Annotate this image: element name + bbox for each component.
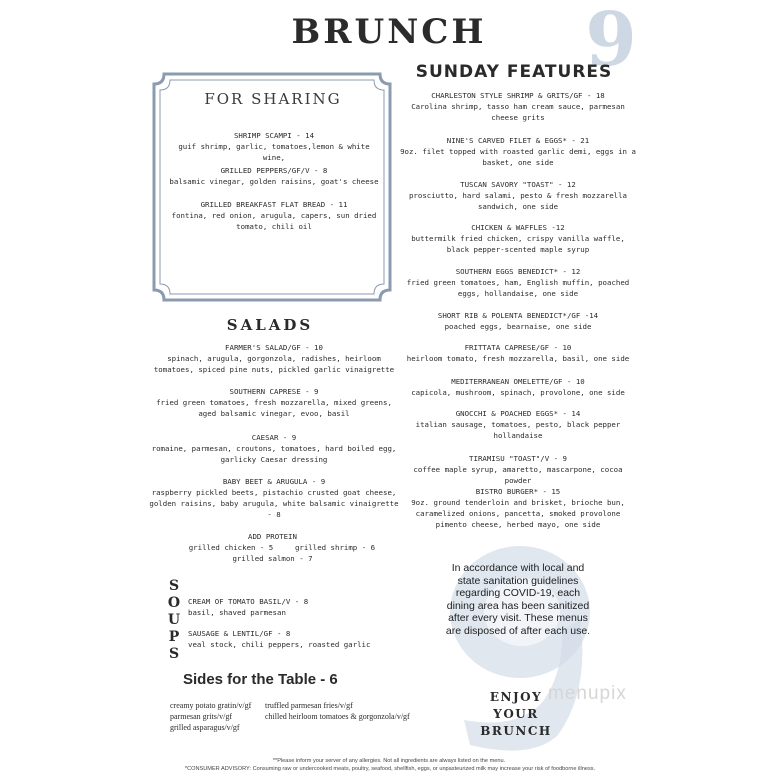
item-description: Carolina shrimp, tasso ham cream sauce, parmesan cheese grits bbox=[411, 102, 625, 122]
add-protein-heading: ADD PROTEIN bbox=[248, 532, 297, 541]
item-name: FARMER'S SALAD/GF - 10 bbox=[225, 343, 323, 352]
item-description: prosciutto, hard salami, pesto & fresh mozzarella sandwich, one side bbox=[408, 191, 628, 211]
item-name: GRILLED BREAKFAST FLAT BREAD - 11 bbox=[200, 200, 348, 209]
item-name: GNOCCHI & POACHED EGGS* - 14 bbox=[455, 409, 581, 418]
salads-heading: SALADS bbox=[226, 316, 314, 334]
menu-item bbox=[398, 376, 638, 398]
item-name: CHARLESTON STYLE SHRIMP & GRITS/GF - 18 bbox=[431, 91, 605, 100]
menu-item bbox=[148, 432, 400, 465]
item-name: TUSCAN SAVORY "TOAST" - 12 bbox=[460, 180, 576, 189]
consumer-advisory: *CONSUMER ADVISORY: Consuming raw or undercooked meats, poultry, seafood, shellfish, eggs, or unpasteurized milk may increase your risk of foodborne illness. bbox=[184, 766, 596, 772]
sides-heading: Sides for the Table - 6 bbox=[183, 671, 338, 688]
sides-column-1 bbox=[170, 700, 265, 733]
menupix-watermark: menupix bbox=[548, 683, 627, 704]
allergy-note: **Please inform your server of any allergies. Not all ingredients are always listed on the menu. bbox=[272, 758, 506, 764]
enjoy-line-1: ENJOY bbox=[489, 690, 543, 704]
side-item: truffled parmesan fries/v/gf bbox=[265, 701, 353, 710]
menu-item bbox=[148, 386, 400, 419]
side-item: grilled asparagus/v/gf bbox=[170, 723, 240, 732]
soups-letter: S bbox=[168, 578, 180, 594]
sunday-features-heading: SUNDAY FEATURES bbox=[415, 62, 613, 82]
for-sharing-heading: FOR SHARING bbox=[204, 90, 342, 108]
menu-item bbox=[398, 310, 638, 332]
sharing-item bbox=[165, 165, 383, 187]
item-description: fried green tomatoes, ham, English muffin, poached eggs, hollandaise, one side bbox=[406, 278, 630, 298]
item-name: CAESAR - 9 bbox=[251, 433, 297, 442]
item-name: SHORT RIB & POLENTA BENEDICT*/GF -14 bbox=[437, 311, 599, 320]
sharing-item bbox=[165, 199, 383, 232]
menu-item bbox=[398, 486, 638, 530]
side-item: creamy potato gratin/v/gf bbox=[170, 701, 252, 710]
item-name: GRILLED PEPPERS/GF/V - 8 bbox=[220, 166, 328, 175]
item-name: CHICKEN & WAFFLES -12 bbox=[471, 223, 565, 232]
item-description: capicola, mushroom, spinach, provolone, one side bbox=[411, 388, 625, 397]
menu-item bbox=[398, 453, 638, 486]
menu-item bbox=[148, 342, 400, 375]
menu-item bbox=[398, 342, 638, 364]
item-name: SAUSAGE & LENTIL/GF - 8 bbox=[188, 629, 291, 638]
menu-item bbox=[148, 476, 400, 520]
item-name: NINE'S CARVED FILET & EGGS* - 21 bbox=[446, 136, 590, 145]
item-description: fried green tomatoes, fresh mozzarella, mixed greens, aged balsamic vinegar, evoo, basil bbox=[156, 398, 392, 418]
side-item: parmesan grits/v/gf bbox=[170, 712, 232, 721]
menu-item bbox=[188, 596, 388, 618]
item-description: buttermilk fried chicken, crispy vanilla waffle, black pepper-scented maple syrup bbox=[411, 234, 625, 254]
item-description: 9oz. filet topped with roasted garlic demi, eggs in a basket, one side bbox=[400, 147, 636, 167]
item-name: SOUTHERN EGGS BENEDICT* - 12 bbox=[455, 267, 581, 276]
item-description: basil, shaved parmesan bbox=[188, 608, 286, 617]
item-name: BABY BEET & ARUGULA - 9 bbox=[222, 477, 326, 486]
item-name: TIRAMISU "TOAST"/V - 9 bbox=[469, 454, 567, 463]
side-item: chilled heirloom tomatoes & gorgonzola/v/gf bbox=[265, 712, 410, 721]
menu-item bbox=[398, 179, 638, 212]
enjoy-line-3: BRUNCH bbox=[480, 724, 552, 738]
page-title: BRUNCH bbox=[291, 12, 487, 52]
enjoy-line-2: YOUR bbox=[493, 707, 539, 721]
menu-item bbox=[398, 90, 638, 123]
item-name: SOUTHERN CAPRESE - 9 bbox=[229, 387, 319, 396]
sides-column-2 bbox=[265, 700, 445, 722]
soups-heading bbox=[166, 578, 182, 663]
sharing-item bbox=[165, 130, 383, 163]
menu-item bbox=[398, 408, 638, 441]
item-name: CREAM OF TOMATO BASIL/V - 8 bbox=[188, 597, 309, 606]
item-description: 9oz. ground tenderloin and brisket, brioche bun, caramelized onions, pancetta, smoked provolone pimento cheese, herbed mayo, one side bbox=[411, 498, 625, 529]
menu-item bbox=[398, 135, 638, 168]
item-description: italian sausage, tomatoes, pesto, black pepper hollandaise bbox=[415, 420, 621, 440]
item-name: MEDITERRANEAN OMELETTE/GF - 10 bbox=[451, 377, 585, 386]
soups-letter: P bbox=[168, 629, 180, 645]
item-description: balsamic vinegar, golden raisins, goat's cheese bbox=[169, 177, 379, 186]
menu-item bbox=[398, 222, 638, 255]
item-description: poached eggs, bearnaise, one side bbox=[444, 322, 592, 331]
soups-letter: U bbox=[167, 612, 181, 628]
protein-chicken: grilled chicken - 5 bbox=[188, 543, 274, 552]
covid-notice: In accordance with local and state sanitation guidelines regarding COVID-19, each dining area has been sanitized after every visit. These menus are disposed of after each use. bbox=[445, 562, 591, 637]
item-description: fontina, red onion, arugula, capers, sun dried tomato, chili oil bbox=[171, 211, 377, 231]
item-description: spinach, arugula, gorgonzola, radishes, heirloom tomatoes, spiced pine nuts, pickled garlic vinaigrette bbox=[153, 354, 395, 374]
item-description: guif shrimp, garlic, tomatoes,lemon & white wine, bbox=[178, 142, 370, 162]
menu-item bbox=[398, 266, 638, 299]
item-description: heirloom tomato, fresh mozzarella, basil, one side bbox=[406, 354, 630, 363]
nine-logo-badge: 9 bbox=[585, 0, 637, 83]
item-name: BISTRO BURGER* - 15 bbox=[475, 487, 561, 496]
item-name: SHRIMP SCAMPI - 14 bbox=[233, 131, 315, 140]
menu-item bbox=[188, 628, 388, 650]
item-description: coffee maple syrup, amaretto, mascarpone, cocoa powder bbox=[413, 465, 623, 485]
soups-letter: S bbox=[168, 646, 180, 662]
item-name: FRITTATA CAPRESE/GF - 10 bbox=[464, 343, 572, 352]
item-description: romaine, parmesan, croutons, tomatoes, hard boiled egg, garlicky Caesar dressing bbox=[151, 444, 397, 464]
protein-shrimp: grilled shrimp - 6 bbox=[294, 543, 376, 552]
item-description: veal stock, chili peppers, roasted garlic bbox=[188, 640, 371, 649]
item-description: raspberry pickled beets, pistachio crusted goat cheese, golden raisins, baby arugula, white balsamic vinaigrette - 8 bbox=[149, 488, 399, 519]
protein-salmon: grilled salmon - 7 bbox=[232, 554, 313, 563]
soups-letter: O bbox=[167, 595, 181, 611]
